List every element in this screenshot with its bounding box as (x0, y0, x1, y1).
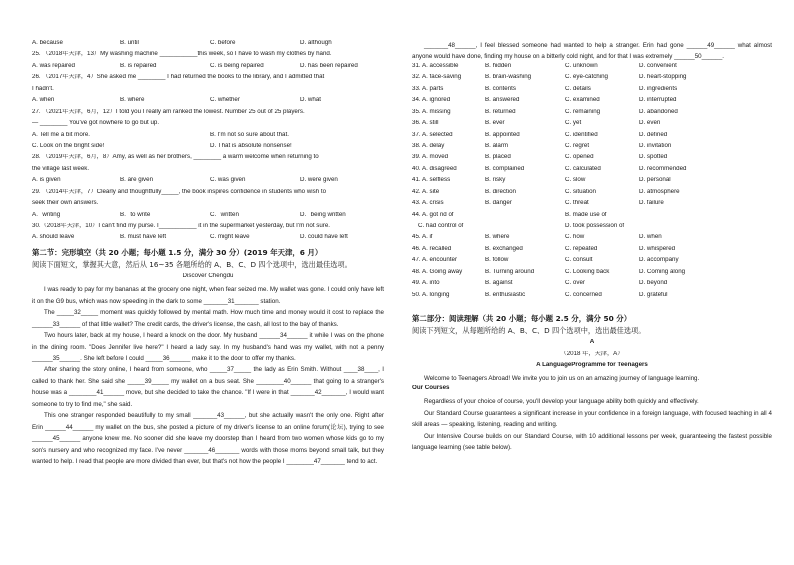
option: C. eye-catching (565, 74, 608, 81)
option: C. repeated (565, 245, 598, 252)
passage-paragraph: After sharing the story online, I heard from someone, who _____37_____ the lady as Erin Smith. Without ____38____, I called to thank her. She said she _____39_____ my wallet on a bus seat. She ________40______ that going to a stranger's house was a ________41______ move, but she decided to take the chance. "If I were in that _______42_______, I would want someone to try to find me," she said. (32, 366, 384, 408)
right-column (412, 40, 772, 454)
option-row (412, 257, 772, 268)
option-row (412, 120, 772, 131)
option-row (412, 246, 772, 257)
option: B. contents (485, 85, 516, 92)
option: D．being written (300, 211, 346, 218)
option: B. risky (485, 177, 506, 184)
option-row (412, 154, 772, 165)
part2-heading: 第二部分：阅读理解（共 20 小题；每小题 2.5 分，满分 50 分） (412, 314, 632, 324)
passage-paragraph: Two hours later, back at my house, I heard a knock on the door. My husband ______34______ it while I was on the phone in the dining room. "Does Jennifer live here?" I heard a lady say. In my husband's hand was my wallet, with not a penny ______35______. She left before I could _____36______ make it to the door to offer my thanks. (32, 332, 384, 363)
option: B. made use of (565, 211, 607, 218)
article-paragraph: Our Standard Course guarantees a significant increase in your confidence in a foreign language, with focused teaching in all 4 skill areas — speaking, listening, reading and writing. (412, 409, 772, 429)
option: B. alarm (485, 142, 509, 149)
option: A. Tell me a bit more. (32, 131, 91, 138)
option: C. threat (565, 200, 589, 207)
option: B. exchanged (485, 245, 523, 252)
option: D. That is absolute nonsense! (210, 142, 292, 149)
option: D. Coming along (639, 268, 686, 275)
option: B. appointed (485, 131, 520, 138)
option: 37. A. selected (412, 131, 453, 138)
section-letter: A (589, 339, 595, 346)
article-intro: Welcome to Teenagers Abroad! We invite you to join us on an amazing journey of language learning. (424, 375, 700, 383)
option: A. is given (32, 177, 61, 184)
option: 32. A. face-saving (412, 74, 462, 81)
option: D. personal (639, 177, 671, 184)
cloze-options (412, 63, 772, 212)
question-30: 30.（2018年天津，10）I can't find my purse. I___________ it in the supermarket yesterday, but I'm not sure. (32, 223, 331, 229)
option: A. because (32, 40, 63, 46)
option: C．written (210, 211, 239, 218)
option: D. has been repaired (300, 62, 358, 69)
option: C. details (565, 85, 591, 92)
option: C. Look on the bright side! (32, 142, 105, 149)
option: 40. A. disagreed (412, 165, 457, 172)
option: B．to write (120, 211, 151, 218)
option: 47. A. encounter (412, 257, 458, 264)
option: D. defined (639, 131, 668, 138)
option: B. I'm not so sure about that. (210, 131, 289, 138)
option: C. had control of (418, 223, 464, 230)
option: 48. A. Going away (412, 268, 463, 275)
option: D. atmosphere (639, 188, 680, 195)
option: D. failure (639, 200, 664, 207)
option: B. against (485, 280, 513, 287)
option: 50. A. longing (412, 291, 450, 298)
option-row (412, 280, 772, 291)
option: C. unknown (565, 62, 598, 69)
option: C. slow (565, 177, 586, 184)
passage-paragraph: I was ready to pay for my bananas at the grocery one night, when fear seized me. My wallet was gone. I could only have left it on the G9 bus, which was now speeding in the dark to some _______31_______ station. (32, 286, 384, 305)
option: D. beyond (639, 280, 668, 287)
article-paragraph: Our Intensive Course builds on our Standard Course, with 10 additional lessons per week, guaranteeing the fastest possible language learning (see table below). (412, 432, 772, 452)
q44-options-ab (412, 212, 772, 223)
option: 34. A. ignored (412, 97, 451, 104)
option: 39. A. moved (412, 154, 449, 161)
section2-instructions: 阅读下面短文，掌握其大意，然后从 16~35 各题所给的 A、B、C、D 四个选项中，选出最佳选项。 (32, 259, 352, 269)
passage-paragraph: This one stranger responded beautifully to my small _______43______, but she actually wasn't the only one. Right after Erin ______44______ my wallet on the bus, she posted a picture of my driver's license to an online forum(论坛), trying to see ______45______ anyone knew me. No sooner did she leave my doorstep than I heard from two women whose kids go to my son's nursery and who recognized my face. I've never _______46_______ words with those moms beyond small talk, but they wanted to help. I read that people are more divided than ever, but that's not how the people I ________47_______ tend to act. (32, 412, 384, 466)
option: 43. A. crisis (412, 200, 444, 207)
option: D. took possession of (565, 223, 625, 230)
option: C. examined (565, 97, 600, 104)
option: D. although (300, 40, 332, 46)
option-row (412, 74, 772, 85)
q30-options (32, 234, 384, 245)
option: 38. A. delay (412, 142, 445, 149)
question-28: 28. （2019年天津，6月，8）Amy, as well as her brothers, ________ a warm welcome when returning to (32, 154, 319, 161)
option: C. calculated (565, 165, 601, 172)
option: D. recommended (639, 165, 687, 172)
option: 44. A. got rid of (412, 211, 454, 218)
option: C. regret (565, 142, 590, 149)
option: C. opened (565, 154, 594, 161)
option: C. concerned (565, 291, 602, 298)
option: 41. A. selfless (412, 177, 451, 184)
option: D. were given (300, 177, 338, 184)
option: B. direction (485, 188, 516, 195)
option: D. grateful (639, 291, 668, 298)
option: B. complained (485, 165, 525, 172)
option: C. identified (565, 131, 598, 138)
option-row (412, 200, 772, 211)
option: B. enthusiastic (485, 291, 526, 298)
option: B. where (485, 234, 510, 241)
article-paragraph: Regardless of your choice of course, you'll develop your language ability both quickly and effectively. (424, 398, 699, 406)
option: D. ingredients (639, 85, 678, 92)
option: C. Looking back (565, 268, 610, 275)
option: A．writing (32, 211, 61, 218)
option: 45. A. if (412, 234, 433, 241)
option: D. whispered (639, 245, 676, 252)
option: B. answered (485, 97, 520, 104)
option: A. was repaired (32, 62, 75, 69)
option-row (412, 97, 772, 108)
option-row (412, 234, 772, 245)
option: B. ever (485, 120, 505, 127)
question-28-cont: the village last week. (32, 165, 90, 172)
option-row (412, 63, 772, 74)
question-29-cont: seek their own answers． (32, 200, 103, 207)
option: 49. A. into (412, 280, 440, 287)
option: B. hidden (485, 62, 512, 69)
option-row (412, 86, 772, 97)
option: B. brain-washing (485, 74, 532, 81)
option: D. invitation (639, 142, 672, 149)
q27-options-ab (32, 132, 384, 143)
part2-instructions: 阅读下列短文，从每题所给的 A、B、C、D 四个选项中，选出最佳选项。 (412, 326, 646, 336)
passage-paragraph: _______48______, I feel blessed someone had wanted to help a stranger. Erin had gone ______49______ what almost anyone would have done, finding my house on a bitterly cold night, and for that I was extremely ______50______. (412, 42, 772, 61)
question-29: 29. （2014年天津，7）Clearly and thoughtfully_____, the book inspires confidence in students who wish to (32, 188, 327, 195)
option: 46. A. recalled (412, 245, 452, 252)
option: C. whether (210, 97, 240, 104)
question-27-cont: — ________ You've got nowhere to go but up. (32, 120, 160, 127)
option-row (412, 132, 772, 143)
q26-options (32, 97, 384, 108)
q29-options (32, 212, 384, 223)
option: D. what (300, 97, 321, 104)
option: C. was given (210, 177, 246, 184)
option: D. heart-stopping (639, 74, 687, 81)
option: B. follow (485, 257, 509, 264)
option: C. over (565, 280, 585, 287)
q24-options (32, 40, 384, 51)
option: D. could have left (300, 234, 348, 241)
option: C. might leave (210, 234, 250, 241)
option: B. must have left (120, 234, 167, 241)
option: 42. A. site (412, 188, 440, 195)
option: C. how (565, 234, 585, 241)
passage-title: Discover Chengdu (182, 272, 234, 279)
option-row (412, 269, 772, 280)
question-25: 25. （2018年天津，13）My washing machine ___________this week, so I have to wash my clothes by hand. (32, 51, 332, 58)
option: D. spotted (639, 154, 668, 161)
option: A. when (32, 97, 55, 104)
option: B. are given (120, 177, 154, 184)
passage-paragraph: The _____32_____ moment was quickly followed by mental math. How much time and money would it cost to replace the ______33______ of that little wallet? The credit cards, the driver's license, the cash, all lost to the bay of thanks. (32, 309, 384, 328)
option: C. consult (565, 257, 593, 264)
option: B. placed (485, 154, 511, 161)
option: C. remaining (565, 108, 601, 115)
option: 36. A. still (412, 120, 439, 127)
option: B. returned (485, 108, 516, 115)
option-row (412, 109, 772, 120)
option-row (412, 292, 772, 303)
option: B. danger (485, 200, 512, 207)
q28-options (32, 177, 384, 188)
option: C. is being repaired (210, 62, 264, 69)
option: D. accompany (639, 257, 679, 264)
q44-options-cd (412, 223, 772, 234)
section2-heading: 第二节：完形填空（共 20 小题；每小题 1.5 分，满分 30 分）(2019 年天津，6 月） (32, 247, 323, 257)
article-title: A LanguageProgramme for Teenagers (536, 361, 648, 368)
option: B. is repaired (120, 62, 157, 69)
option: C. situation (565, 188, 596, 195)
option: C. before (210, 40, 236, 46)
option: A. should leave (32, 234, 75, 241)
option-row (412, 166, 772, 177)
option: D. convenient (639, 62, 677, 69)
source-label: （2018 年，天津，A） (560, 350, 624, 357)
option: B. where (120, 97, 145, 104)
option: 35. A. missing (412, 108, 451, 115)
option: B. until (120, 40, 139, 46)
question-26-cont: I hadn't. (32, 85, 54, 92)
option: D. even (639, 120, 661, 127)
option-row (412, 143, 772, 154)
option-row (412, 177, 772, 188)
option: B. Turning around (485, 268, 535, 275)
q27-options-cd (32, 143, 384, 154)
q25-options (32, 63, 384, 74)
option: D. when (639, 234, 662, 241)
question-27: 27. （2021年天津，6月，12）I told you I really am ranked the lowest. Number 25 out of 25 players. (32, 108, 305, 115)
sub-heading: Our Courses (412, 384, 450, 391)
option: 33. A. parts (412, 85, 444, 92)
option: 31. A. accessible (412, 62, 459, 69)
option: D. interrupted (639, 97, 677, 104)
option: D. abandoned (639, 108, 678, 115)
left-column (32, 40, 384, 468)
option-row (412, 189, 772, 200)
question-26: 26. （2017年天津，4）She asked me ________ I had returned the books to the library, and I admitted that (32, 74, 325, 81)
cloze-options (412, 234, 772, 303)
option: C. yet (565, 120, 582, 127)
